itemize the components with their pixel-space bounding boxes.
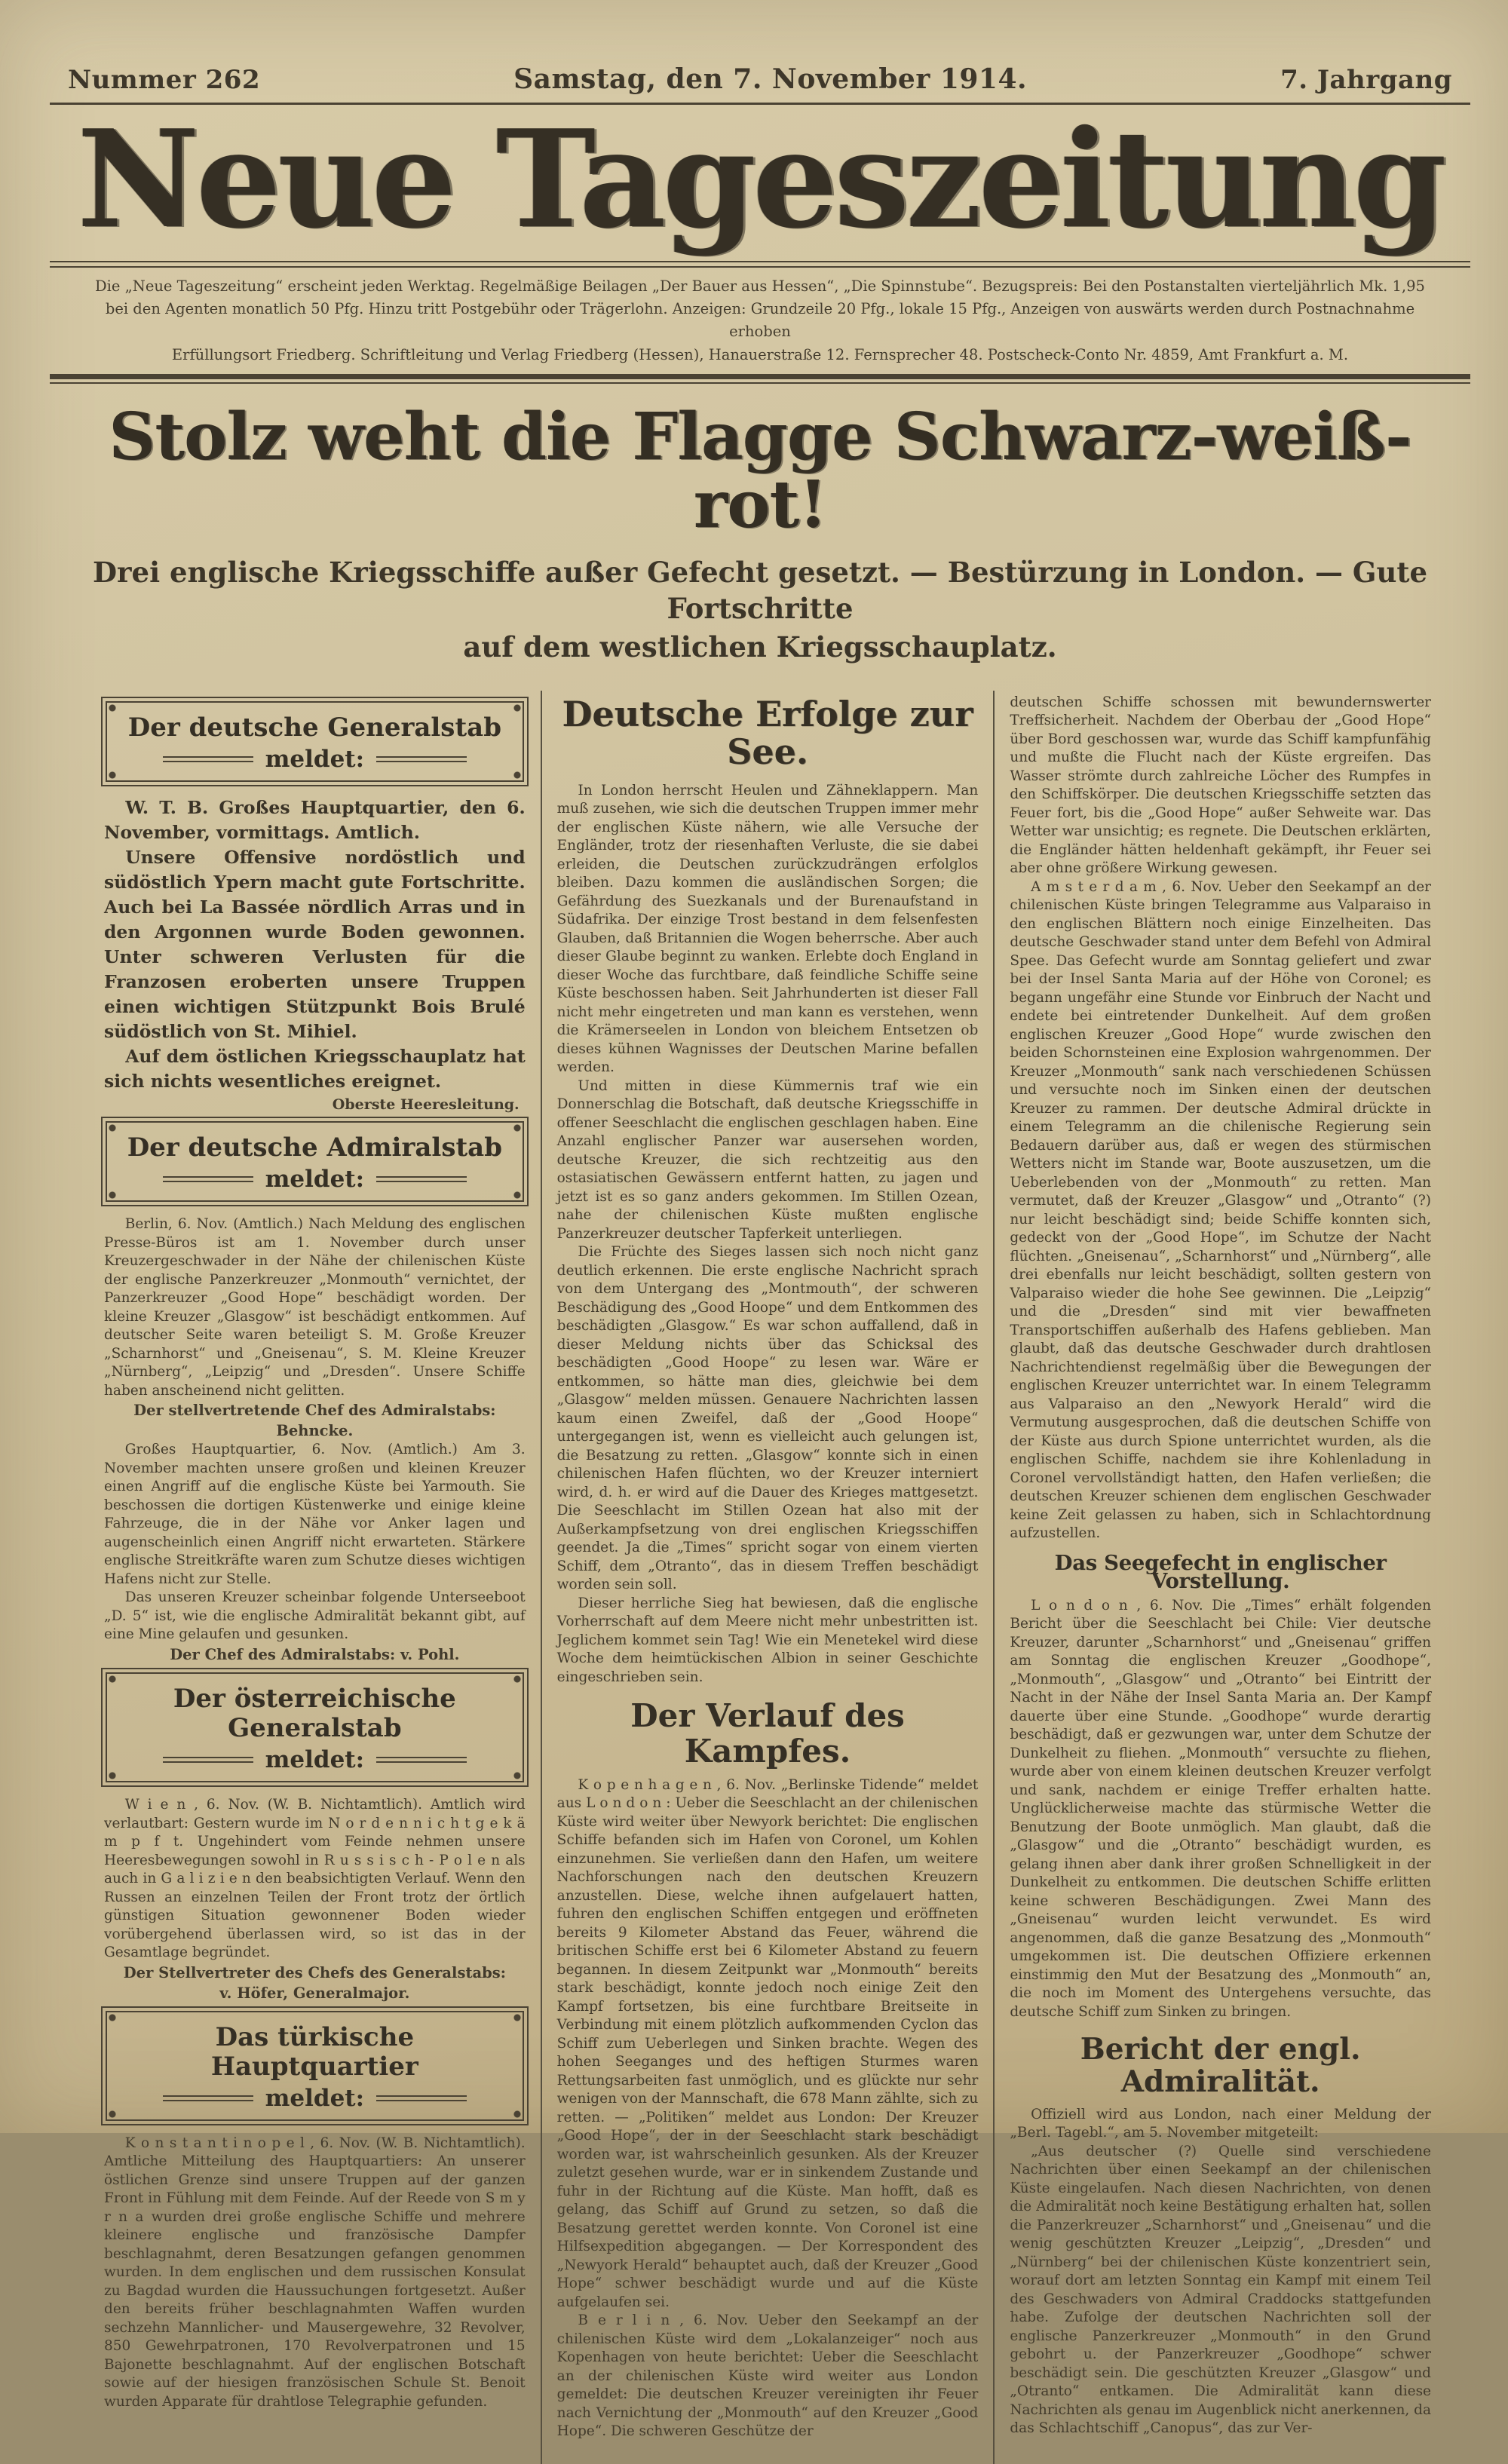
report-title-ornament-row <box>115 2085 515 2112</box>
issue-date: Samstag, den 7. November 1914. <box>513 63 1028 95</box>
signature: Der Chef des Admiralstabs: v. Pohl. <box>170 1645 460 1663</box>
article-paragraph: A m s t e r d a m , 6. Nov. Ueber den Seekampf an der chilenischen Küste bringen Telegramme aus Valparaiso in den englischen Blättern noch einige Einzelheiten. Das deutsche Geschwader stand unter dem Befehl von Admiral Spee. Das Gefecht wurde am Sonntag geliefert und zwar bei der Insel Santa Maria auf der Höhe von Coronel; es begann ungefähr eine Stunde vor Einbruch der Nacht und endete bei eintretender Dunkelheit. Auf dem großen englischen Kreuzer „Good Hope“ wurde zwischen den beiden Schornsteinen eine Explosion wahrgenommen. Der Kreuzer „Monmouth“ sank nach verschiedenen Schüssen und versuchte noch im Sinken einen der deutschen Kreuzer zu rammen. Der deutsche Admiral drückte in einem Telegramm an die chilenische Regierung sein Bedauern darüber aus, daß er wegen des stürmischen Wetters nicht im Stande war, Boote auszusetzen, um die Ueberlebenden von der „Monmouth“ zu retten. Man vermutet, daß der Kreuzer „Glasgow“ und „Otranto“ (?) nur leicht beschädigt sind; beide Schiffe konnten sich, gedeckt von der „Good Hope“, im Schutze der Nacht flüchten. „Gneisenau“, „Scharnhorst“ und „Nürnberg“, alle drei ebenfalls nur leicht beschädigt, sollten gestern von Valparaiso wieder die hohe See gewinnen. Die „Leipzig“ und die „Dresden“ sind mit vier bewaffneten Transportschiffen außerhalb des Hafens geblieben. Man glaubt, daß das deutsche Geschwader durch drahtlosen Nachrichtendienst regelmäßig über die Bewegungen der englischen Kreuzer unterrichtet war. In einem Telegramm aus Valparaiso an den „Newyork Herald“ wird die Vermutung ausgesprochen, daß die deutschen Schiffe von der Küste aus durch Spione unterrichtet wurden, als die englischen Schiffe, nachdem sie ihre Kohlenladung in Coronel vervollständigt hatten, den Hafen verließen; die deutschen Kreuzer schienen dem englischen Geschwader keine Zeit gelassen zu haben, sich in Schlachtordnung aufzustellen. <box>1010 878 1432 1542</box>
heavy-rule <box>50 374 1470 384</box>
signature: Oberste Heeresleitung. <box>332 1096 520 1113</box>
report-title-box <box>106 1121 524 1202</box>
main-headline: Stolz weht die Flagge Schwarz-weiß-rot! <box>109 398 1411 544</box>
article-headline: Bericht der engl. Admiralität. <box>1080 2032 1361 2100</box>
signature: Der Stellvertreter des Chefs des Generalstabs: <box>123 1963 506 1981</box>
article-paragraph: Unsere Offensive nordöstlich und südöstlich Ypern macht gute Fortschritte. Auch bei La Bassée nördlich Arras und in den Argonnen wurde Boden gewonnen. Unter schweren Verlusten für die Franzosen eroberten unsere Truppen einen wichtigen Stützpunkt Bois Brulé südöstlich von St. Mihiel. <box>104 846 526 1042</box>
rule-ornament <box>376 1757 467 1763</box>
article-paragraph: „Aus deutscher (?) Quelle sind verschiedene Nachrichten über einen Seekampf an der chilenischen Küste eingelaufen. Nach diesen Nachrichten, von denen die Admiralität noch keine Bestätigung erhalten hat, sollen die Panzerkreuzer „Scharnhorst“ und „Gneisenau“ und die wenig geschützten Kreuzer „Leipzig“, „Dresden“ und „Nürnberg“ bei der chilenischen Küste konzentriert sein, worauf dort am letzten Sonntag ein Kampf mit einem Teil des Geschwaders von Admiral Craddocks stattgefunden habe. Zufolge der deutschen Nachrichten soll der englische Panzerkreuzer „Monmouth“ in den Grund gebohrt u. der Panzerkreuzer „Goodhope“ schwer beschädigt sein. Die geschützten Kreuzer „Glasgow“ und „Otranto“ entkamen. Die Admiralität kann diese Nachrichten als genau im Augenblick nicht anerkennen, da das Schlachtschiff „Canopus“, das zur Ver- <box>1010 2143 1432 2437</box>
report-title-box <box>106 1672 524 1782</box>
report-title-box <box>106 701 524 782</box>
report-title-ornament-row <box>115 746 515 773</box>
article-paragraph: Großes Hauptquartier, 6. Nov. (Amtlich.) Am 3. November machten unsere großen und kleinen Kreuzer einen Angriff auf die englische Küste bei Yarmouth. Sie beschossen die dortigen Küstenwerke und einige kleine Fahrzeuge, die in der Nähe vor Anker lagen und augenscheinlich einen Angriff nicht erwarteten. Stärkere englische Streitkräfte waren zum Schutze dieses wichtigen Hafens nicht zur Stelle. <box>104 1442 526 1587</box>
volume-label: 7. Jahrgang <box>1280 65 1452 95</box>
rule-ornament <box>376 1176 467 1182</box>
article-paragraph: L o n d o n , 6. Nov. Die „Times“ erhält folgenden Bericht über die Seeschlacht bei Chile: Vier deutsche Kreuzer, darunter „Scharnhorst“ und „Gneisenau“ griffen am Sonntag die englischen Kreuzer „Goodhope“, „Monmouth“, „Glasgow“ und „Otranto“ bei Eintritt der Nacht in der Nähe der Insel Santa Maria an. Der Kampf dauerte über eine Stunde. „Goodhope“ wurde derartig beschädigt, daß er gezwungen war, unter dem Schutze der Dunkelheit zu fliehen. „Monmouth“ versuchte zu fliehen, wurde aber von einem kleinen deutschen Kreuzer verfolgt und sank, nachdem er einige Treffer erhalten hatte. Unglücklicherweise machte das stürmische Wetter die Benutzung der Boote unmöglich. Man glaubt, daß die „Glasgow“ und die „Otranto“ beschädigt wurden, es gelang ihnen aber dank ihrer großen Schnelligkeit in der Dunkelheit zu entkommen. Die deutschen Schiffe erlitten keine schweren Beschädigungen. Zwei Mann des „Gneisenau“ wurden leicht verwundet. Es wird angenommen, daß die ganze Besatzung des „Monmouth“ umgekommen ist. Die deutschen Offiziere erkennen einstimmig den Mut der Besatzung des „Monmouth“ an, die noch im Moment des Untergehens versuchte, das deutsche Schiff zum Sinken zu bringen. <box>1010 1597 1432 2020</box>
rule-ornament <box>163 2095 253 2101</box>
article-paragraph: Berlin, 6. Nov. (Amtlich.) Nach Meldung des englischen Presse-Büros ist am 1. November durch unser Kreuzergeschwader in der Nähe der chilenischen Küste der englische Panzerkreuzer „Monmouth“ vernichtet, der Panzerkreuzer „Good Hope“ beschädigt worden. Der kleine Kreuzer „Glasgow“ ist beschädigt entkommen. Auf deutscher Seite waren beteiligt S. M. Große Kreuzer „Scharnhorst“ und „Gneisenau“, S. M. Kleine Kreuzer „Nürnberg“, „Leipzig“ und „Dresden“. Unsere Schiffe haben anscheinend nicht gelitten. <box>104 1216 526 1399</box>
imprint-line: Die „Neue Tageszeitung“ erscheint jeden Werktag. Regelmäßige Beilagen „Der Bauer aus Hessen“, „Die Spinnstube“. Bezugspreis: Bei den Postanstalten vierteljährlich Mk. 1,95 <box>95 277 1425 295</box>
column-left <box>89 691 541 2464</box>
article-paragraph: Die Früchte des Sieges lassen sich noch nicht ganz deutlich erkennen. Die erste englische Nachricht sprach von dem Untergang des „Montmouth“, der schweren Beschädigung des „Good Hoope“ und dem Entkommen des beschädigten „Glasgow.“ Es war schon auffallend, daß in dieser Meldung nichts über das Schicksal des beschädigten „Good Hoope“ zu lesen war. Wäre er entkommen, so hätte man dies, gleichwie bei dem „Glasgow“ melden müssen. Genauere Nachrichten lassen kaum einen Zweifel, daß der „Good Hoope“ untergegangen ist, wenn es vielleicht auch gelungen ist, die Besatzung zu retten. „Glasgow“ konnte sich in einen chilenischen Hafen flüchten, wo der Kreuzer interniert wird, d. h. er wird auf die Dauer des Krieges mattgesetzt. Die Seeschlacht im Stillen Ozean hat also mit der Außerkampfsetzung von drei englischen Kriegsschiffen geendet. Ja die „Times“ spricht sogar von einem vierten Schiff, dem „Otranto“, das in diesem Treffen beschädigt worden sein soll. <box>556 1244 979 1593</box>
report-title-ornament-row <box>115 1746 515 1773</box>
subheadline <box>45 544 1475 664</box>
column-middle <box>541 691 994 2464</box>
rule-ornament <box>163 756 253 762</box>
report-title-suffix: meldet: <box>265 745 365 773</box>
article-paragraph: In London herrscht Heulen und Zähneklappern. Man muß zusehen, wie sich die deutschen Truppen immer mehr der englischen Küste nähern, wie alle Versuche der Engländer, trotz der riesenhaften Verluste, die sie dabei erleiden, die Deutschen zurückzudrängen erfolglos bleiben. Dazu kommen die ausländischen Sorgen; die Gefährdung des Suezkanals und der Burenaufstand in Südafrika. Der einzige Trost bestand in dem felsenfesten Glauben, daß Britannien die Wogen beherrsche. Aber auch dieser Glaube beginnt zu wanken. Erlebte doch England in dieser Woche das furchtbare, daß feindliche Schiffe seine Küste beschossen haben. Seit Jahrhunderten ist dieser Fall nicht mehr eingetreten und man kann es verstehen, wenn die Krämerseelen in London von bleichem Entsetzen ob dieses kühnen Wagnisses der Deutschen Marine befallen werden. <box>556 782 979 1076</box>
article-paragraph: K o p e n h a g e n , 6. Nov. „Berlinske Tidende“ meldet aus L o n d o n : Ueber die Seeschlacht an der chilenischen Küste wird weiter über Newyork berichtet: Die englischen Schiffe befanden sich im Hafen von Coronel, um Kohlen einzunehmen. Sie verließen dann den Hafen, um weitere Nachforschungen nach den deutschen Kreuzern anzustellen. Diese, welche ihnen aufgelauert hatten, fuhren den englischen Schiffen entgegen und eröffneten bereits 9 Kilometer Abstand das Feuer, während die britischen Schiffe erst bei 6 Kilometer Abstand zu feuern begannen. In diesem Zeitpunkt war „Monmouth“ bereits stark beschädigt, konnte jedoch noch einige Zeit den Kampf fortsetzen, bis eine furchtbare Breitseite in Verbindung mit einem plötzlich aufkommenden Cyclon das Schiff zum Ueberlegen und Sinken brachte. Wegen des hohen Seeganges und des heftigen Sturmes waren Rettungsarbeiten fast unmöglich, und es glückte nur sehr wenigen von der Mannschaft, die 678 Mann zählte, sich zu retten. — „Politiken“ meldet aus London: Der Kreuzer „Good Hope“, der in der Seeschlacht stark beschädigt worden war, ist wahrscheinlich gesunken. Als der Kreuzer zuletzt gesehen wurde, war er in sinkendem Zustande und fuhr in der Richtung auf die Küste. Man hofft, daß es gelang, das Schiff auf Grund zu setzen, so daß die Besatzung gerettet werden konnte. Von Coronel ist eine Hilfsexpedition abgegangen. — Der Korrespondent des „Newyork Herald“ behauptet auch, daß der Kreuzer „Good Hope“ schwer beschädigt wurde und auf die Küste aufgelaufen sei. <box>556 1776 979 2310</box>
lead-section <box>45 384 1475 665</box>
subheadline-line1: Drei englische Kriegsschiffe außer Gefecht gesetzt. — Bestürzung in London. — Gute Fortschritte <box>92 556 1428 626</box>
article-paragraph: B e r l i n , 6. Nov. Ueber den Seekampf an der chilenischen Küste wird dem „Lokalanzeiger“ noch aus Kopenhagen von heute berichtet: Ueber die Seeschlacht an der chilenischen Küste wird weiter aus London gemeldet: Die deutschen Kreuzer vereinigten ihr Feuer nach Vernichtung der „Monmouth“ auf den Kreuzer „Good Hope“. Die schweren Geschütze der <box>556 2312 979 2440</box>
report-title-box <box>106 2011 524 2121</box>
masthead-title: Neue Tageszeitung <box>77 100 1443 258</box>
imprint <box>45 268 1475 372</box>
article-paragraph: K o n s t a n t i n o p e l , 6. Nov. (W. B. Nichtamtlich). Amtliche Mitteilung des Hauptquartiers: An unserer östlichen Grenze sind unsere Truppen auf der ganzen Front in Fühlung mit dem Feinde. Auf der Reede von S m y r n a wurden drei große englische Schiffe und mehrere kleinere englische und französische Dampfer beschlagnahmt, deren Besatzungen gefangen genommen wurden. In dem englischen und dem russischen Konsulat zu Bagdad wurden die Haussuchungen fortgesetzt. Außer den bereits früher beschlagnahmten Waffen wurden sechzehn Mannlicher- und Mausergewehre, 32 Revolver, 850 Gewehrpatronen, 170 Revolverpatronen und 15 Bajonette beschlagnahmt. Auf der englischen Botschaft sowie auf der hiesigen französischen Schule St. Benoit wurden Apparate für drahtlose Telegraphie gefunden. <box>104 2135 526 2410</box>
report-title: Der österreichische Generalstab <box>173 1683 456 1743</box>
article-paragraph: Auf dem östlichen Kriegsschauplatz hat sich nichts wesentliches ereignet. <box>104 1045 526 1092</box>
article-headline: Das Seegefecht in englischer Vorstellung. <box>1054 1550 1387 1594</box>
article-headline: Der Verlauf des Kampfes. <box>630 1697 905 1770</box>
signature: Behncke. <box>276 1422 354 1440</box>
masthead-rule <box>50 261 1470 268</box>
article-paragraph: Das unseren Kreuzer scheinbar folgende Unterseeboot „D. 5“ ist, wie die englische Admiralität bekannt gibt, auf eine Mine gelaufen und gesunken. <box>104 1589 526 1643</box>
article-paragraph: Offiziell wird aus London, nach einer Meldung der „Berl. Tagebl.“, am 5. November mitgeteilt: <box>1010 2106 1432 2141</box>
signature: v. Höfer, Generalmajor. <box>219 1984 410 2002</box>
article-paragraph: W i e n , 6. Nov. (W. B. Nichtamtlich). Amtlich wird verlautbart: Gestern wurde im N o r d e n n i c h t g e k ä m p f t. Ungehindert vom Feinde nehmen unsere Heeresbewegungen sowohl in R u s s i s c h - P o l e n als auch in G a l i z i e n den beabsichtigten Verlauf. Wenn den Russen an einzelnen Teilen der Front trotz der örtlich günstigen Situation gewonnener Boden wieder vorübergehend überlassen wird, so ist das in der Gesamtlage begründet. <box>104 1797 526 1961</box>
article-headline: Deutsche Erfolge zur See. <box>562 693 973 773</box>
report-title: Der deutsche Admiralstab <box>127 1132 502 1163</box>
report-title-suffix: meldet: <box>265 1166 365 1194</box>
article-paragraph: Und mitten in diese Kümmernis traf wie ein Donnerschlag die Botschaft, daß deutsche Kriegsschiffe in offener Seeschlacht die englischen geschlagen haben. Eine Anzahl englischer Panzer war ausersehen worden, deutsche Kreuzer, die sich rechtzeitig aus den ostasiatischen Gewässern entfernt hatten, zu jagen und jetzt ist es so ganz anders gekommen. Im Stillen Ozean, nahe der chilenischen Küste mußten englische Panzerkreuzer deutscher Tapferkeit unterliegen. <box>556 1077 979 1242</box>
article-columns <box>89 691 1446 2464</box>
rule-ornament <box>376 756 467 762</box>
report-title: Der deutsche Generalstab <box>127 712 501 743</box>
report-title-ornament-row <box>115 1166 515 1193</box>
rule-ornament <box>163 1757 253 1763</box>
rule-ornament <box>163 1176 253 1182</box>
column-right <box>993 691 1446 2464</box>
article-paragraph: deutschen Schiffe schossen mit bewundernswerter Treffsicherheit. Nachdem der Oberbau der „Good Hope“ über Bord geschossen war, wurde das Schiff kampfunfähig und mußte die Flucht nach der Küste ergreifen. Das Wasser strömte durch zahlreiche Löcher des Rumpfes in den Schiffskörper. Die deutschen Kriegsschiffe setzten das Feuer fort, bis die „Good Hope“ außer Sehweite war. Das Wetter war unsichtig; es regnete. Die Deutschen erklärten, die Engländer hätten heldenhaft gekämpft, ihr Feuer sei aber ohne größere Wirkung gewesen. <box>1010 694 1432 877</box>
signature: Der stellvertretende Chef des Admiralstabs: <box>133 1402 496 1420</box>
article-paragraph: Dieser herrliche Sieg hat bewiesen, daß die englische Vorherrschaft auf dem Meere nicht mehr unbestritten ist. Jeglichem kommet sein Tag! Wie ein Menetekel wird diese Woche dem heimtückischen Albion in seiner Geschichte eingeschrieben sein. <box>556 1595 979 1685</box>
top-bar <box>45 27 1475 103</box>
report-title: Das türkische Hauptquartier <box>210 2021 418 2082</box>
rule-ornament <box>376 2095 467 2101</box>
subheadline-line2: auf dem westlichen Kriegsschauplatz. <box>463 630 1057 664</box>
imprint-line: Erfüllungsort Friedberg. Schriftleitung und Verlag Friedberg (Hessen), Hanauerstraße 12. Fernsprecher 48. Postscheck-Conto Nr. 4859, Amt Frankfurt a. M. <box>171 345 1349 363</box>
report-title-suffix: meldet: <box>265 2084 365 2112</box>
issue-number: Nummer 262 <box>68 65 261 95</box>
imprint-line: bei den Agenten monatlich 50 Pfg. Hinzu tritt Postgebühr oder Trägerlohn. Anzeigen: Grundzeile 20 Pfg., lokale 15 Pfg., Anzeigen von auswärts werden durch Postnachnahme erhoben <box>105 300 1415 341</box>
article-paragraph: W. T. B. Großes Hauptquartier, den 6. November, vormittags. Amtlich. <box>104 796 526 843</box>
report-title-suffix: meldet: <box>265 1746 365 1774</box>
